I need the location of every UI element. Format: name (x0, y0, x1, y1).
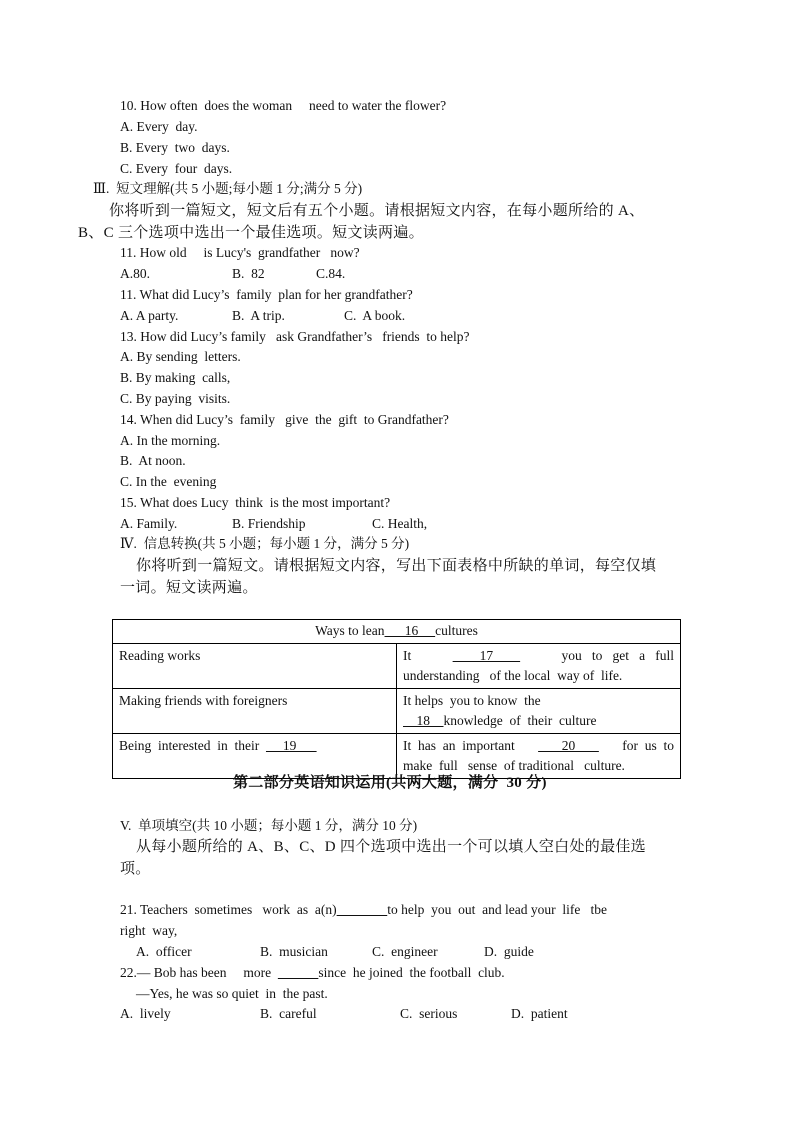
section-4-instruction-line2: 一词。短文读两遍。 (120, 580, 258, 596)
option-11-plan-a: A. A party. (120, 308, 179, 323)
option-15b: B. Friendship (232, 516, 306, 531)
cell-19-text-pre: Being interested in their (119, 738, 260, 753)
cell-17-text-line2: understanding of the local way of life. (403, 668, 623, 683)
table-cell-making-friends: Making friends with foreigners (113, 689, 397, 734)
blank-18[interactable]: 18 (403, 713, 444, 728)
blank-16[interactable]: 16 (384, 623, 436, 638)
table-cell-18 (397, 689, 681, 734)
question-21-text: 21. Teachers sometimes work as a(n) (120, 902, 337, 917)
blank-19[interactable]: 19 (265, 738, 317, 753)
option-14a: A. In the morning. (120, 433, 221, 448)
option-13b: B. By making calls, (120, 370, 231, 385)
section-5-instruction-line2: 项。 (120, 861, 151, 877)
option-11-age-a: A.80. (120, 266, 150, 281)
option-11-age-c: C.84. (316, 266, 346, 281)
option-21c: C. engineer (372, 944, 438, 959)
question-22-line1 (120, 964, 505, 982)
option-13c: C. By paying visits. (120, 391, 231, 406)
option-22d: D. patient (511, 1006, 568, 1021)
cell-20-text-line2: make full sense of traditional culture. (403, 758, 625, 773)
cell-18-text-line1: It helps you to know the (403, 693, 541, 708)
question-21-line1 (120, 901, 607, 919)
table-header-suffix: cultures (435, 623, 478, 638)
option-15c: C. Health, (372, 516, 428, 531)
cell-17-text-pre: It (403, 648, 412, 663)
option-14b: B. At noon. (120, 453, 186, 468)
option-15a: A. Family. (120, 516, 178, 531)
question-21-line2: right way, (120, 923, 178, 938)
option-22a: A. lively (120, 1006, 171, 1021)
question-11-plan: 11. What did Lucy’s family plan for her grandfather? (120, 287, 413, 302)
table-header-text: Ways to lean (315, 623, 385, 638)
option-10c: C. Every four days. (120, 161, 233, 176)
section-3-instruction-line1: 你将听到一篇短文，短文后有五个小题。请根据短文内容，在每小题所给的 A、 (109, 203, 645, 219)
info-transfer-table (112, 619, 681, 779)
option-13a: A. By sending letters. (120, 349, 241, 364)
question-13: 13. How did Lucy’s family ask Grandfather’s friends to help? (120, 329, 470, 344)
question-21-text-post: to help you out and lead your life tbe (387, 902, 607, 917)
section-5-instruction-line1: 从每小题所给的 A、B、C、D 四个选项中选出一个可以填人空白处的最佳选 (136, 839, 646, 855)
cell-20-text-pre: It has an important (403, 738, 515, 753)
option-11-age-b: B. 82 (232, 266, 265, 281)
table-header (113, 620, 681, 644)
option-22c: C. serious (400, 1006, 458, 1021)
section-3-heading: Ⅲ. 短文理解(共 5 小题;每小题 1 分;满分 5 分) (93, 181, 363, 196)
option-11-plan-b: B. A trip. (232, 308, 285, 323)
question-11-age: 11. How old is Lucy's grandfather now? (120, 245, 360, 260)
question-22-line2: —Yes, he was so quiet in the past. (136, 986, 328, 1001)
section-5-heading: V. 单项填空(共 10 小题；每小题 1 分，满分 10 分) (120, 818, 418, 833)
table-cell-19 (113, 734, 397, 779)
option-10b: B. Every two days. (120, 140, 230, 155)
option-10a: A. Every day. (120, 119, 198, 134)
question-15: 15. What does Lucy think is the most important? (120, 495, 391, 510)
question-10: 10. How often does the woman need to water the flower? (120, 98, 447, 113)
question-22-text: 22.— Bob has been more (120, 965, 278, 980)
option-11-plan-c: C. A book. (344, 308, 406, 323)
section-4-instruction-line1: 你将听到一篇短文。请根据短文内容，写出下面表格中所缺的单词，每空仅填 (136, 558, 657, 574)
option-14c: C. In the evening (120, 474, 217, 489)
blank-17[interactable]: 17 (452, 648, 521, 663)
section-3-instruction-line2: B、C 三个选项中选出一个最佳选项。短文读两遍。 (78, 225, 424, 241)
option-21d: D. guide (484, 944, 534, 959)
cell-18-text-post: knowledge of their culture (443, 713, 597, 728)
question-14: 14. When did Lucy’s family give the gift to Grandfather? (120, 412, 449, 427)
option-21b: B. musician (260, 944, 328, 959)
option-22b: B. careful (260, 1006, 317, 1021)
cell-20-text-post: for us to (622, 738, 674, 753)
option-21a: A. officer (136, 944, 192, 959)
blank-21[interactable] (337, 902, 388, 917)
question-22-text-post: since he joined the football club. (318, 965, 505, 980)
blank-20[interactable]: 20 (538, 738, 599, 753)
part-2-title: 第二部分英语知识运用(共两大题，满分 30 分) (233, 775, 547, 791)
table-cell-reading: Reading works (113, 644, 397, 689)
cell-17-text-post: you to get a full (561, 648, 674, 663)
table-cell-20 (397, 734, 681, 779)
section-4-heading: Ⅳ. 信息转换(共 5 小题；每小题 1 分，满分 5 分) (120, 536, 410, 551)
blank-22[interactable] (278, 965, 319, 980)
table-cell-17 (397, 644, 681, 689)
